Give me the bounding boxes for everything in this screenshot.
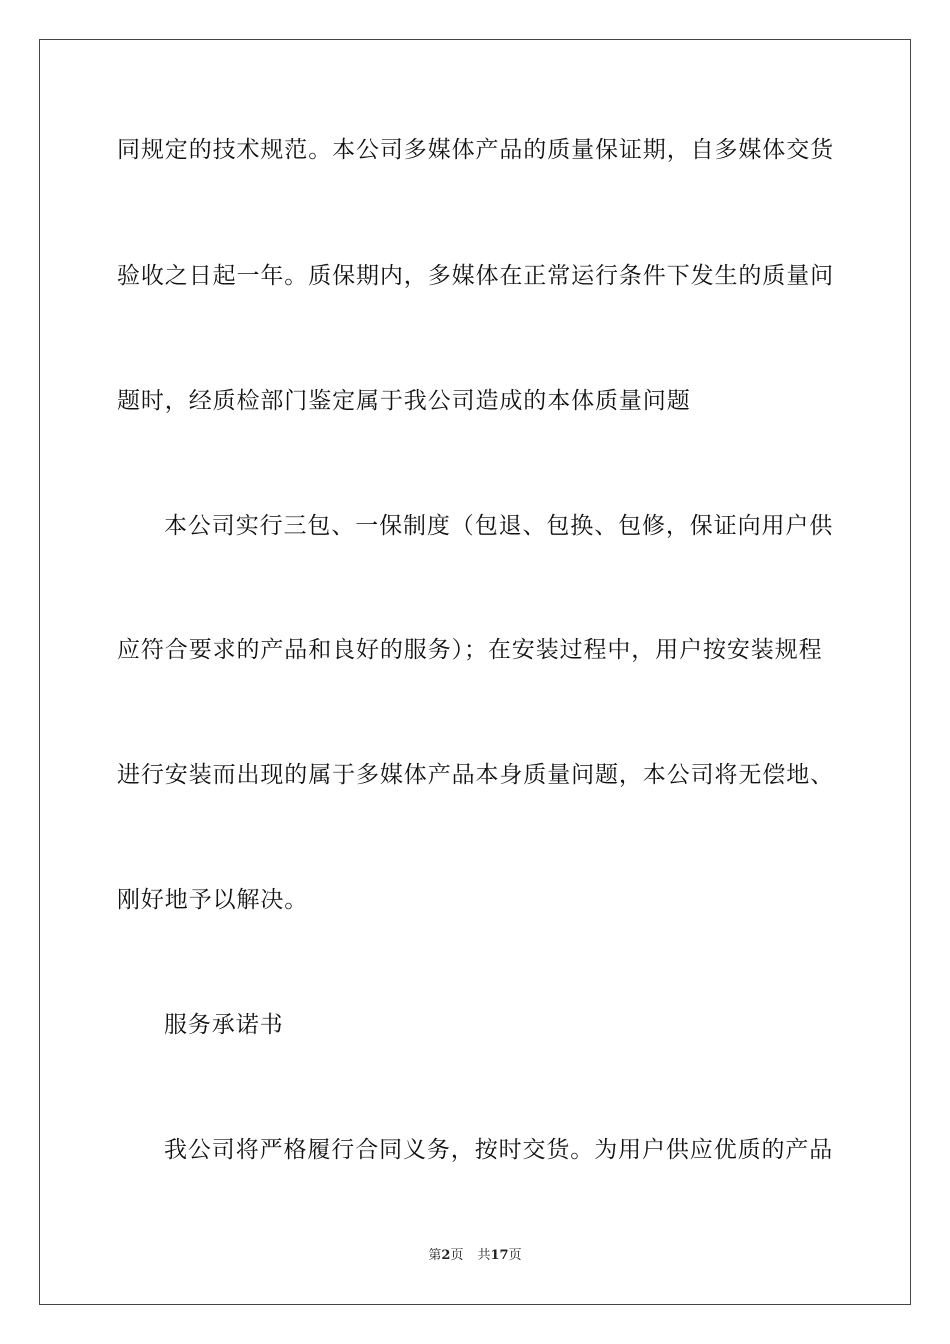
page-footer bbox=[0, 1246, 950, 1266]
footer-page-number: 2 bbox=[441, 1248, 451, 1263]
body-line-6: 进行安装而出现的属于多媒体产品本身质量问题，本公司将无偿地、 bbox=[117, 762, 834, 788]
footer-total-prefix: 共 bbox=[477, 1248, 491, 1263]
body-line-2: 验收之日起一年。质保期内，多媒体在正常运行条件下发生的质量问 bbox=[117, 263, 834, 289]
body-line-8: 我公司将严格履行合同义务，按时交货。为用户供应优质的产品 bbox=[164, 1137, 834, 1163]
footer-total-pages: 17 bbox=[490, 1248, 509, 1263]
section-heading: 服务承诺书 bbox=[164, 1012, 284, 1038]
body-line-1: 同规定的技术规范。本公司多媒体产品的质量保证期，自多媒体交货 bbox=[117, 137, 834, 163]
body-line-4: 本公司实行三包、一保制度（包退、包换、包修，保证向用户供 bbox=[164, 513, 834, 539]
page-frame bbox=[39, 39, 911, 1305]
body-line-5: 应符合要求的产品和良好的服务）；在安装过程中，用户按安装规程 bbox=[117, 637, 823, 663]
footer-page-suffix: 页 bbox=[450, 1248, 464, 1263]
body-line-7: 刚好地予以解决。 bbox=[117, 887, 309, 913]
footer-total-suffix: 页 bbox=[508, 1248, 522, 1263]
body-line-3: 题时，经质检部门鉴定属于我公司造成的本体质量问题 bbox=[117, 388, 691, 414]
footer-page-prefix: 第 bbox=[428, 1248, 442, 1263]
